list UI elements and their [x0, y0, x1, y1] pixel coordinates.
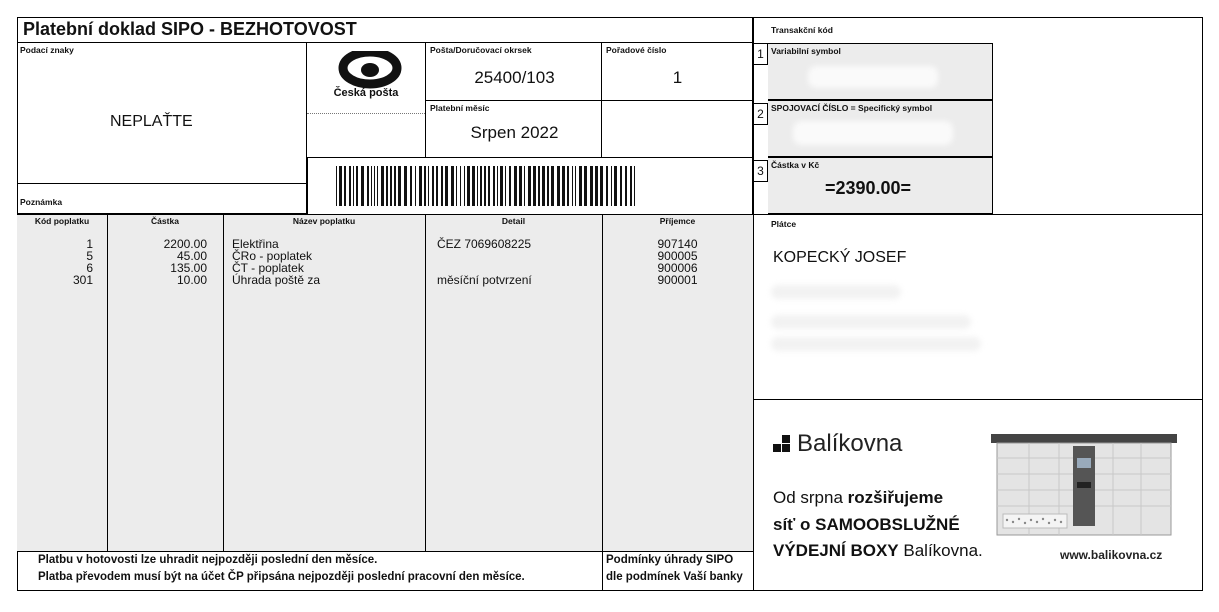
redacted-spojovaci: [793, 121, 953, 145]
box-number-3: 3: [753, 160, 768, 182]
posta-value: 25400/103: [474, 68, 555, 87]
barcode-bar: [620, 166, 622, 206]
poznamka-label: Poznámka: [20, 197, 63, 207]
barcode-bar: [557, 166, 560, 206]
barcode-bar: [625, 166, 627, 206]
poradove-label: Pořadové číslo: [606, 45, 667, 55]
barcode-bar: [404, 166, 407, 206]
barcode-bar: [436, 166, 438, 206]
posta-section: [425, 43, 602, 101]
cell-kod: 1: [86, 237, 93, 251]
footer-line-1: Platbu v hotovosti lze uhradit nejpozději poslední den měsíce.: [38, 554, 378, 566]
barcode-bar: [445, 166, 448, 206]
ad-line-1-normal: Od srpna: [773, 488, 848, 507]
cell-prijemce: 907140: [657, 237, 698, 251]
box-number-1: 1: [753, 43, 768, 65]
transakcni-label: Transakční kód: [771, 25, 833, 35]
ad-line-2: síť o SAMOOBSLUŽNÉ: [773, 515, 960, 534]
ad-line-3-brand: Balíkovna.: [903, 541, 983, 560]
col-divider-2: [223, 214, 224, 551]
barcode-bar: [497, 166, 498, 206]
cell-castka: 2200.00: [163, 237, 207, 251]
barcode-bar: [567, 166, 569, 206]
payer-label: Plátce: [771, 219, 797, 229]
cell-kod: 5: [86, 249, 93, 263]
barcode-bar: [456, 166, 457, 206]
podaci-section: [17, 43, 307, 183]
barcode-bar: [386, 166, 388, 206]
footer-line-2: Platba převodem musí být na účet ČP připsána nejpozději poslední pracovní den měsíce.: [38, 571, 525, 583]
barcode-bar: [551, 166, 554, 206]
cell-prijemce: 900005: [657, 249, 698, 263]
barcode-bar: [424, 166, 426, 206]
barcode-bar: [339, 166, 342, 206]
barcode-bar: [377, 166, 378, 206]
spojovaci-box: [768, 100, 993, 157]
barcode-bar: [484, 166, 486, 206]
cell-nazev: Elektřina: [232, 237, 279, 251]
ad-line-3: [773, 541, 983, 561]
mesic-value: Srpen 2022: [470, 123, 559, 142]
transakcni-section: [753, 17, 993, 44]
barcode-bar: [441, 166, 443, 206]
box-number-2: 2: [753, 103, 768, 125]
barcode-bar: [611, 166, 612, 206]
ad-line-3-bold: VÝDEJNÍ BOXY: [773, 541, 899, 560]
header-prijemce: Příjemce: [659, 216, 696, 226]
podaci-label: Podací znaky: [20, 45, 74, 55]
mesic-label: Platební měsíc: [430, 103, 490, 113]
barcode-bar: [428, 166, 429, 206]
document-title: Platební doklad SIPO - BEZHOTOVOST: [23, 19, 357, 39]
barcode-bar: [361, 166, 364, 206]
barcode-bar: [415, 166, 416, 206]
barcode-bar: [432, 166, 434, 206]
barcode-bar: [562, 166, 565, 206]
header-castka: Částka: [151, 216, 179, 226]
castka-label: Částka v Kč: [771, 160, 820, 170]
barcode-bar: [381, 166, 384, 206]
barcode-bar: [514, 166, 517, 206]
cell-kod: 6: [86, 261, 93, 275]
redacted-variabilni: [808, 66, 938, 88]
barcode-bar: [394, 166, 396, 206]
barcode-bar: [390, 166, 392, 206]
cell-nazev: Úhrada poště za: [232, 273, 321, 287]
footer-cond-2: dle podmínek Vaší banky: [606, 571, 743, 583]
ad-line-1: [773, 488, 943, 508]
poradove-value: 1: [672, 68, 683, 87]
barcode-bar: [493, 166, 495, 206]
cell-prijemce: 900006: [657, 261, 698, 275]
barcode-image: [308, 158, 754, 215]
barcode-bar: [590, 166, 593, 206]
barcode-bar: [547, 166, 549, 206]
barcode-bar: [374, 166, 375, 206]
balikovna-ad: [753, 400, 1203, 591]
barcode-bar: [419, 166, 422, 206]
barcode-bar: [579, 166, 582, 206]
barcode-bar: [500, 166, 503, 206]
barcode-bar: [595, 166, 598, 206]
payer-name: KOPECKÝ JOSEF: [773, 249, 907, 266]
cell-nazev: ČT - poplatek: [232, 261, 304, 275]
barcode-bar: [606, 166, 608, 206]
barcode-bar: [509, 166, 511, 206]
barcode-section: [307, 157, 753, 214]
poznamka-section: [17, 183, 307, 214]
cell-nazev: ČRo - poplatek: [232, 249, 313, 263]
spojovaci-label: SPOJOVACÍ ČÍSLO = Specifický symbol: [771, 103, 933, 113]
variabilni-label: Variabilní symbol: [771, 46, 841, 56]
empty-cell: [602, 101, 753, 158]
ad-url: www.balikovna.cz: [1060, 548, 1163, 562]
poradove-section: [602, 43, 753, 101]
barcode-bar: [538, 166, 540, 206]
mesic-section: [425, 101, 602, 158]
barcode-bar: [353, 166, 354, 206]
barcode-bar: [371, 166, 372, 206]
cell-castka: 45.00: [176, 249, 207, 263]
barcode-bar: [614, 166, 617, 206]
barcode-bar: [410, 166, 412, 206]
barcode-bar: [519, 166, 522, 206]
barcode-bar: [472, 166, 475, 206]
barcode-bar: [600, 166, 603, 206]
logo-dotted-line: [307, 113, 425, 114]
balikovna-squares-icon: [773, 435, 791, 453]
castka-box: [768, 157, 993, 214]
logo-text: Česká pošta: [333, 87, 399, 99]
barcode-bar: [488, 166, 490, 206]
barcode-bar: [542, 166, 545, 206]
barcode-bar: [533, 166, 536, 206]
barcode-bar: [451, 166, 454, 206]
barcode-bar: [398, 166, 401, 206]
barcode-bar: [349, 166, 351, 206]
balikovna-logo: [773, 430, 902, 458]
barcode-bar: [336, 166, 337, 206]
col-divider-3: [425, 214, 426, 551]
parcel-locker-image: [989, 430, 1179, 540]
barcode-bar: [524, 166, 525, 206]
barcode-bar: [584, 166, 587, 206]
cell-detail: měsíční potvrzení: [437, 273, 532, 287]
barcode-bar: [630, 166, 632, 206]
barcode-bar: [464, 166, 465, 206]
cell-castka: 10.00: [176, 273, 207, 287]
cell-castka: 135.00: [170, 261, 207, 275]
redacted-address-1: [771, 285, 901, 299]
header-detail: Detail: [501, 216, 526, 226]
barcode-bar: [460, 166, 461, 206]
redacted-address-3: [771, 337, 981, 351]
cell-kod: 301: [72, 273, 93, 287]
barcode-bar: [480, 166, 482, 206]
footer-cond-1: Podmínky úhrady SIPO: [606, 554, 734, 566]
barcode-bar: [572, 166, 573, 206]
variabilni-box: [768, 43, 993, 100]
header-kod: Kód poplatku: [34, 216, 90, 226]
castka-value: =2390.00=: [824, 178, 912, 198]
barcode-bar: [634, 166, 635, 206]
redacted-address-2: [771, 315, 971, 329]
barcode-bar: [528, 166, 531, 206]
ceska-posta-logo: [307, 43, 425, 157]
balikovna-brand: Balíkovna: [797, 430, 903, 457]
title-bar: [17, 17, 753, 43]
barcode-bar: [575, 166, 576, 206]
payer-section: [753, 214, 1203, 400]
cell-prijemce: 900001: [657, 273, 698, 287]
barcode-bar: [344, 166, 346, 206]
posta-label: Pošta/Doručovací okrsek: [430, 45, 532, 55]
ad-line-1-bold: rozšiřujeme: [847, 488, 944, 507]
barcode-bar: [477, 166, 478, 206]
header-nazev: Název poplatku: [292, 216, 356, 226]
barcode-bar: [467, 166, 470, 206]
barcode-bar: [367, 166, 369, 206]
neplatte-text: NEPLAŤTE: [110, 113, 193, 130]
barcode-bar: [356, 166, 358, 206]
barcode-bar: [505, 166, 506, 206]
cell-detail: ČEZ 7069608225: [437, 237, 532, 251]
